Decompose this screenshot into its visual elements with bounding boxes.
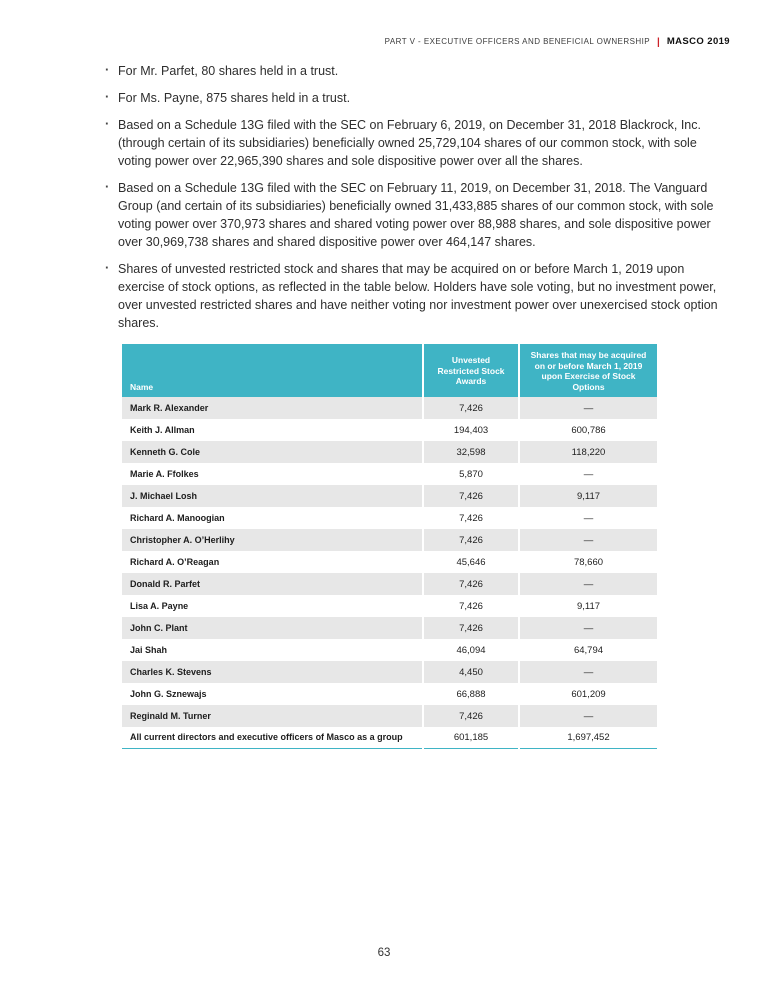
row-options-cell: — bbox=[520, 573, 657, 595]
header-brand-masco-2019: MASCO 2019 bbox=[666, 36, 730, 47]
table-row bbox=[122, 661, 657, 683]
row-name-cell: Christopher A. O’Herlihy bbox=[122, 529, 422, 551]
bullet-text: For Ms. Payne, 875 shares held in a trust. bbox=[118, 91, 351, 105]
bullet-item bbox=[104, 116, 730, 170]
bullet-marker: · bbox=[105, 179, 110, 194]
header-separator: | bbox=[657, 37, 660, 48]
table-row bbox=[122, 727, 657, 749]
row-unvested-cell: 45,646 bbox=[424, 551, 518, 573]
row-options-cell: — bbox=[520, 507, 657, 529]
page-footer bbox=[0, 947, 768, 959]
row-unvested-cell: 66,888 bbox=[424, 683, 518, 705]
row-options-cell: — bbox=[520, 705, 657, 727]
row-options-cell: 9,117 bbox=[520, 485, 657, 507]
bullet-item bbox=[104, 260, 730, 332]
table-body bbox=[122, 397, 657, 749]
bullet-text: For Mr. Parfet, 80 shares held in a trust. bbox=[118, 64, 339, 78]
row-options-cell: 9,117 bbox=[520, 595, 657, 617]
row-name-cell: John G. Sznewajs bbox=[122, 683, 422, 705]
table-row bbox=[122, 463, 657, 485]
header-section-title: PART V - EXECUTIVE OFFICERS AND BENEFICIAL OWNERSHIP bbox=[384, 37, 651, 46]
bullet-item bbox=[104, 62, 730, 80]
row-name-cell: John C. Plant bbox=[122, 617, 422, 639]
row-name-cell: Marie A. Ffolkes bbox=[122, 463, 422, 485]
bullet-item bbox=[104, 89, 730, 107]
row-options-cell: 78,660 bbox=[520, 551, 657, 573]
row-unvested-cell: 32,598 bbox=[424, 441, 518, 463]
table-row bbox=[122, 705, 657, 727]
ownership-table-container bbox=[120, 344, 730, 749]
row-name-cell: Kenneth G. Cole bbox=[122, 441, 422, 463]
row-unvested-cell: 4,450 bbox=[424, 661, 518, 683]
row-unvested-cell: 7,426 bbox=[424, 507, 518, 529]
row-name-cell: Donald R. Parfet bbox=[122, 573, 422, 595]
row-unvested-cell: 7,426 bbox=[424, 573, 518, 595]
table-row bbox=[122, 595, 657, 617]
row-name-cell: Reginald M. Turner bbox=[122, 705, 422, 727]
row-unvested-cell: 7,426 bbox=[424, 595, 518, 617]
row-name-cell: Richard A. Manoogian bbox=[122, 507, 422, 529]
row-options-cell: 118,220 bbox=[520, 441, 657, 463]
row-name-cell: Jai Shah bbox=[122, 639, 422, 661]
table-row bbox=[122, 397, 657, 419]
table-row bbox=[122, 617, 657, 639]
table-row bbox=[122, 529, 657, 551]
row-options-cell: — bbox=[520, 463, 657, 485]
bullet-item bbox=[104, 179, 730, 251]
bullet-text: Based on a Schedule 13G filed with the SEC on February 6, 2019, on December 31, 2018 Blackrock, Inc. (through certain of its subsidiaries) beneficially owned 25,729,104 shares of our common stock, with sole voting power over 22,965,390 shares and sole dispositive power over all the shares. bbox=[118, 118, 701, 168]
row-unvested-cell: 194,403 bbox=[424, 419, 518, 441]
row-options-cell: — bbox=[520, 617, 657, 639]
row-name-cell: Richard A. O’Reagan bbox=[122, 551, 422, 573]
row-name-cell: Lisa A. Payne bbox=[122, 595, 422, 617]
column-header-name: Name bbox=[122, 344, 422, 397]
row-unvested-cell: 7,426 bbox=[424, 529, 518, 551]
row-options-cell: 64,794 bbox=[520, 639, 657, 661]
page-number: 63 bbox=[377, 947, 391, 959]
bullet-list bbox=[104, 62, 730, 332]
bullet-marker: · bbox=[105, 89, 110, 104]
table-header-row bbox=[122, 344, 657, 397]
table-row bbox=[122, 551, 657, 573]
row-unvested-cell: 7,426 bbox=[424, 705, 518, 727]
row-unvested-cell: 7,426 bbox=[424, 397, 518, 419]
row-unvested-cell: 5,870 bbox=[424, 463, 518, 485]
bullet-marker: · bbox=[105, 62, 110, 77]
table-header bbox=[122, 344, 657, 397]
bullet-marker: · bbox=[105, 116, 110, 131]
ownership-table bbox=[120, 344, 659, 749]
column-header-stock-options: Shares that may be acquired on or before March 1, 2019 upon Exercise of Stock Options bbox=[520, 344, 657, 397]
bullet-text: Based on a Schedule 13G filed with the SEC on February 11, 2019, on December 31, 2018. The Vanguard Group (and certain of its subsidiaries) beneficially owned 31,433,885 shares of our common stock, with sole voting power over 370,973 shares and shared voting power over 88,988 shares, and sole dispositive power over 30,969,738 shares and shared dispositive power over 464,147 shares. bbox=[118, 181, 714, 249]
row-options-cell: 600,786 bbox=[520, 419, 657, 441]
table-row bbox=[122, 441, 657, 463]
page-content bbox=[104, 62, 730, 749]
row-unvested-cell: 7,426 bbox=[424, 485, 518, 507]
row-name-cell: Mark R. Alexander bbox=[122, 397, 422, 419]
row-name-cell: Charles K. Stevens bbox=[122, 661, 422, 683]
row-unvested-cell: 46,094 bbox=[424, 639, 518, 661]
row-name-cell: Keith J. Allman bbox=[122, 419, 422, 441]
row-unvested-cell: 601,185 bbox=[424, 727, 518, 749]
table-row bbox=[122, 485, 657, 507]
table-row bbox=[122, 419, 657, 441]
running-header bbox=[385, 36, 730, 47]
row-options-cell: 1,697,452 bbox=[520, 727, 657, 749]
table-row bbox=[122, 639, 657, 661]
row-options-cell: — bbox=[520, 397, 657, 419]
column-header-unvested-awards: Unvested Restricted Stock Awards bbox=[424, 344, 518, 397]
row-options-cell: — bbox=[520, 529, 657, 551]
row-name-cell: J. Michael Losh bbox=[122, 485, 422, 507]
row-options-cell: — bbox=[520, 661, 657, 683]
bullet-marker: · bbox=[105, 260, 110, 275]
row-options-cell: 601,209 bbox=[520, 683, 657, 705]
row-name-cell: All current directors and executive officers of Masco as a group bbox=[122, 727, 422, 749]
table-row bbox=[122, 573, 657, 595]
bullet-text: Shares of unvested restricted stock and shares that may be acquired on or before March 1, 2019 upon exercise of stock options, as reflected in the table below. Holders have sole voting, but no investment power, over unvested restricted shares and have neither voting nor investment power over unexercised stock option shares. bbox=[118, 262, 718, 330]
table-row bbox=[122, 683, 657, 705]
row-unvested-cell: 7,426 bbox=[424, 617, 518, 639]
table-row bbox=[122, 507, 657, 529]
